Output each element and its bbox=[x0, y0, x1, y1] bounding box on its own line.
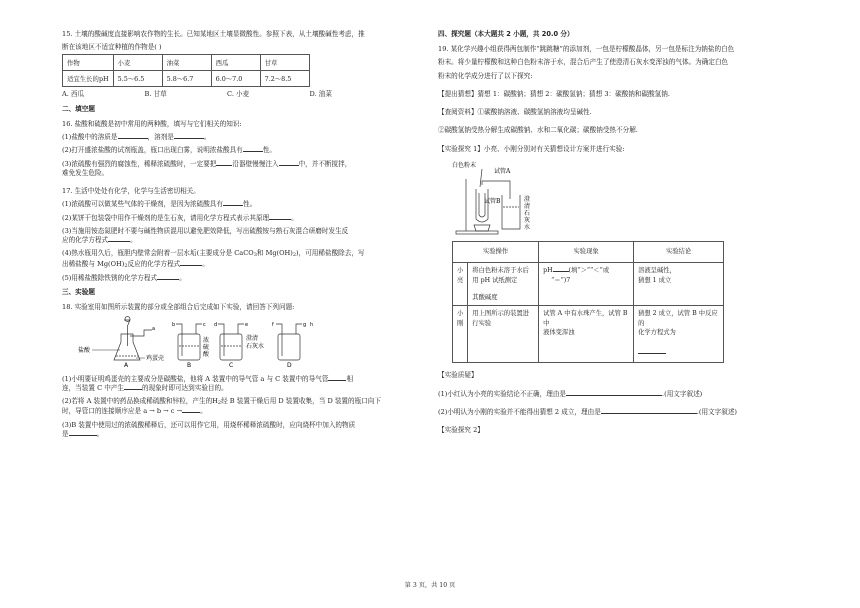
table-cell bbox=[468, 306, 539, 363]
text: ，溶剂是 bbox=[147, 133, 174, 142]
text: (2)某饼干包装袋中用作干燥剂的是生石灰，请用化学方程式表示其原理 bbox=[62, 213, 270, 222]
question-19 bbox=[438, 45, 796, 434]
table-cell bbox=[634, 263, 724, 306]
text: 经 B 装置干燥后用 D 装置收集，当 D 装置的瓶口向下 bbox=[221, 397, 381, 406]
q19-hypothesis: 【提出猜想】猜想 1：碳酸钠；猜想 2：碳酸氢钠；猜想 3：碳酸钠和碳酸氢钠. bbox=[438, 89, 670, 98]
subscript: 2 bbox=[217, 400, 222, 407]
answer-blank bbox=[182, 412, 200, 413]
table-cell bbox=[453, 263, 468, 306]
q17-part1 bbox=[62, 200, 420, 208]
text: 沿器壁慢慢注入 bbox=[232, 159, 279, 168]
q16-part1 bbox=[62, 133, 420, 141]
text: 化学方程式为 bbox=[638, 329, 676, 337]
caption-d: D bbox=[287, 362, 292, 369]
label-g: g bbox=[303, 322, 307, 329]
left-column bbox=[62, 30, 420, 443]
text: 中，并不断搅拌， bbox=[298, 159, 352, 168]
apparatus-c bbox=[218, 324, 244, 360]
text: (3)浓硫酸有强烈的腐蚀性，稀释浓硫酸时，一定要把 bbox=[62, 159, 217, 168]
text: 和 Mg(OH) bbox=[256, 249, 293, 258]
text: 反应的化学方程式 bbox=[127, 259, 181, 268]
text: (2)若将 A 装置中的药品换成稀硫酸和锌粒，产生的H bbox=[62, 397, 218, 406]
text: (1)浓硫酸可以做某些气体的干燥剂，是因为浓硫酸具有 bbox=[62, 200, 223, 209]
label-e: e bbox=[245, 322, 249, 329]
text: 猜想 1 成立 bbox=[638, 276, 672, 284]
section-title-fill: 二、填空题 bbox=[62, 104, 95, 113]
table-header: 实验操作 bbox=[453, 242, 539, 263]
q19-reflection-2 bbox=[438, 408, 796, 416]
text: “＝”)7 bbox=[551, 276, 571, 284]
table-header: 实验现象 bbox=[539, 242, 634, 263]
table-cell: 作物 bbox=[63, 55, 114, 71]
text: 时，导管口的连接顺序应是 a → b → c → bbox=[62, 407, 183, 416]
q18-part1-cont bbox=[62, 384, 420, 392]
answer-blank bbox=[223, 205, 243, 206]
label-clear: 澄清 bbox=[246, 335, 259, 343]
text: 。 bbox=[179, 273, 186, 282]
subscript: 2 bbox=[292, 252, 297, 259]
text: pH bbox=[543, 267, 553, 275]
apparatus-d bbox=[276, 324, 302, 360]
label-tube-a: 试管A bbox=[494, 167, 511, 175]
apparatus-a bbox=[114, 317, 152, 361]
q18-part2 bbox=[62, 397, 420, 406]
q18-part1 bbox=[62, 375, 420, 383]
experiment-table bbox=[452, 241, 724, 363]
crop-ph-table bbox=[62, 54, 310, 87]
text: (5)用稀盐酸除铁锈的化学方程式 bbox=[62, 273, 158, 282]
label-acid: 酸 bbox=[203, 351, 210, 359]
q18-part3: (3)B 装置中使用过的浓硫酸稀释后，还可以用作它用，用烧杯稀释浓硫酸时，应向烧杯中加入的物质 bbox=[62, 420, 356, 429]
q19-info1: 【查阅资料】①碳酸钠溶液、碳酸氢钠溶液均呈碱性. bbox=[438, 108, 592, 117]
text: 液体变浑浊 bbox=[543, 329, 575, 337]
question-18 bbox=[62, 303, 420, 438]
answer-blank bbox=[108, 241, 130, 242]
answer-blank bbox=[243, 151, 263, 152]
text: 刚 bbox=[457, 319, 464, 327]
question-17 bbox=[62, 187, 420, 282]
text: 将白色粉末溶于水后 bbox=[472, 267, 529, 275]
text: 应的化学方程式 bbox=[62, 236, 109, 245]
label-eggshell: 鸡蛋壳 bbox=[146, 355, 165, 363]
table-row bbox=[63, 55, 310, 71]
q17-stem: 17. 生活中处处有化学，化学与生活密切相关。 bbox=[62, 187, 200, 196]
table-cell: 甘草 bbox=[260, 55, 309, 71]
text: 亮 bbox=[457, 276, 464, 284]
answer-blank bbox=[638, 353, 666, 354]
q19-stem1: 19. 某化学兴趣小组获得两包制作“跳跳糖”的添加剂，一包是柠檬酸晶体，另一包是标注为钠盐的白色 bbox=[438, 45, 735, 54]
apparatus-b bbox=[176, 324, 202, 360]
label-b: b bbox=[172, 322, 176, 329]
label-limewater-4: 灰 bbox=[524, 216, 531, 224]
label-limewater-1: 澄 bbox=[524, 195, 531, 203]
q19-stem3: 粉末的化学成分进行了以下探究: bbox=[438, 71, 533, 80]
table-cell: 西瓜 bbox=[211, 55, 260, 71]
text: (2)小明认为小刚的实验并不能得出猜想 2 成立，理由是 bbox=[438, 407, 601, 416]
q19-exp1: 【实验探究 1】小亮、小刚分别对有关猜想设计方案并进行实验: bbox=[438, 144, 625, 153]
table-row bbox=[63, 71, 310, 87]
text: 相 bbox=[346, 374, 354, 383]
page-footer: 第 3 页，共 10 页 bbox=[404, 582, 456, 589]
label-conc: 浓 bbox=[203, 337, 210, 345]
answer-blank bbox=[566, 395, 662, 396]
section-title-experiment: 三、实验题 bbox=[62, 288, 95, 297]
q16-part3-cont: 难免发生危险。 bbox=[62, 168, 109, 177]
label-f: f bbox=[272, 322, 274, 329]
table-header: 实验结论 bbox=[634, 242, 724, 263]
text: 小 bbox=[457, 267, 464, 275]
text: 试管 A 中有水珠产生，试管 B 中 bbox=[543, 310, 628, 327]
text: 。 bbox=[291, 213, 298, 222]
text: (4)热水瓶用久后，瓶胆内壁常会附着一层水垢(主要成分是 CaCO bbox=[62, 249, 254, 258]
answer-blank bbox=[216, 165, 232, 166]
q19-reflection-1 bbox=[438, 390, 796, 398]
heating-apparatus-figure bbox=[452, 159, 796, 239]
answer-blank bbox=[553, 271, 569, 272]
answer-blank bbox=[157, 279, 179, 280]
answer-blank bbox=[269, 219, 291, 220]
caption-a: A bbox=[124, 362, 129, 369]
right-column bbox=[438, 30, 796, 439]
q16-stem: 16. 盐酸和硫酸是初中常用的两种酸，填写与它们相关的知识: bbox=[62, 119, 242, 128]
apparatus-figure bbox=[70, 316, 420, 370]
subscript: 2 bbox=[124, 262, 128, 269]
q18-stem: 18. 实验室用如图所示装置的部分或全部组合后完成如下实验，请回答下列问题: bbox=[62, 303, 295, 312]
table-cell: 油菜 bbox=[162, 55, 211, 71]
q19-stem2: 粉末。将少量柠檬酸和这种白色粉末溶于水，混合后产生了使澄清石灰水变浑浊的气体。为确定白色 bbox=[438, 58, 729, 67]
label-limewater-3: 石 bbox=[524, 209, 531, 217]
text: 。 bbox=[202, 259, 209, 268]
table-cell bbox=[468, 263, 539, 306]
text: 其酸碱度 bbox=[472, 293, 498, 301]
label-sulfuric: 硫 bbox=[203, 344, 210, 352]
text: 猜想 2 成立，试管 B 中反应的 bbox=[638, 310, 718, 327]
text: (1)小明要证明鸡蛋壳的主要成分是碳酸盐，他将 A 装置中的导气管 a 与 C 装置中的导气管 bbox=[62, 374, 329, 383]
text: .(用文字叙述) bbox=[662, 389, 703, 398]
caption-b: B bbox=[187, 362, 192, 369]
q17-part3-cont bbox=[62, 236, 420, 244]
subscript: 3 bbox=[253, 252, 257, 259]
q19-info2: ②碳酸氢钠受热分解生成碳酸钠、水和二氧化碳；碳酸钠受热不分解. bbox=[438, 126, 638, 135]
q16-part2 bbox=[62, 146, 420, 154]
label-c: c bbox=[203, 322, 206, 329]
text: 行实验 bbox=[472, 319, 492, 327]
table-cell: 适宜生长的pH bbox=[63, 71, 114, 87]
answer-blank bbox=[601, 413, 697, 414]
label-hydrochloric-acid: 盐酸 bbox=[78, 347, 91, 355]
text: 。 bbox=[200, 407, 207, 416]
table-row bbox=[453, 242, 724, 263]
q17-part3: (3)当施用铵态氮肥时不要与碱性物质混用以避免肥效降低，写出硫酸铵与熟石灰混合研磨时发生反 bbox=[62, 226, 349, 235]
text: .(用文字叙述) bbox=[696, 407, 738, 416]
text: 连，当装置 C 中产生 bbox=[62, 383, 124, 392]
q17-part4 bbox=[62, 249, 420, 258]
text: 用 pH 试纸测定 bbox=[472, 276, 518, 284]
text: 性。 bbox=[262, 146, 276, 155]
table-cell bbox=[539, 263, 634, 306]
text: 。 bbox=[96, 429, 104, 438]
option-c: C. 小麦 bbox=[227, 90, 250, 99]
text: 是 bbox=[62, 429, 69, 438]
label-limewater-5: 水 bbox=[524, 223, 531, 231]
label-d: d bbox=[214, 322, 218, 329]
q17-part2 bbox=[62, 214, 420, 222]
table-cell: 6.0～7.0 bbox=[211, 71, 260, 87]
label-limewater-2: 清 bbox=[524, 202, 531, 210]
answer-blank bbox=[69, 435, 97, 436]
q18-part2-cont bbox=[62, 407, 420, 415]
label-white-powder: 白色粉末 bbox=[452, 161, 477, 169]
label-limewater: 石灰水 bbox=[246, 343, 265, 351]
section-title-inquiry: 四、探究题（本大题共 2 小题，共 20.0 分） bbox=[438, 30, 574, 38]
table-cell: 5.5～6.5 bbox=[113, 71, 162, 87]
text: 。 bbox=[203, 133, 211, 142]
answer-blank bbox=[180, 265, 202, 266]
question-16 bbox=[62, 120, 420, 177]
caption-c: C bbox=[229, 362, 234, 369]
answer-blank bbox=[279, 165, 299, 166]
table-cell bbox=[453, 306, 468, 363]
q16-part3 bbox=[62, 160, 420, 168]
label-a: a bbox=[152, 326, 156, 333]
label-h: h bbox=[310, 322, 314, 329]
text: 小 bbox=[457, 310, 464, 318]
q19-reflection-title: 【实验质疑】 bbox=[438, 371, 478, 380]
apparatus-diagram bbox=[70, 316, 320, 368]
label-tube-b: 试管B bbox=[484, 197, 501, 205]
text: (1)小红认为小亮的实验结论不正确，理由是 bbox=[438, 389, 567, 398]
answer-blank bbox=[328, 380, 346, 381]
table-cell bbox=[539, 306, 634, 363]
text: 。 bbox=[130, 236, 137, 245]
q17-part4-cont bbox=[62, 260, 420, 269]
question-15 bbox=[62, 30, 420, 99]
text: 性。 bbox=[243, 200, 257, 209]
text: 溶液呈碱性， bbox=[638, 267, 676, 275]
table-cell: 小麦 bbox=[113, 55, 162, 71]
option-a: A. 西瓜 bbox=[62, 90, 85, 99]
q15-line1: 15. 土壤的酸碱度直接影响农作物的生长。已知某地区土壤显微酸性。参照下表，从土壤酸碱性考虑，推 bbox=[62, 30, 365, 38]
table-row bbox=[453, 306, 724, 363]
table-cell: 5.8～6.7 bbox=[162, 71, 211, 87]
answer-blank bbox=[118, 138, 148, 139]
q15-options bbox=[62, 90, 332, 98]
table-cell bbox=[634, 306, 724, 363]
table-cell: 7.2～8.5 bbox=[260, 71, 309, 87]
q15-line2: 断在该地区不适宜种植的作物是( ) bbox=[62, 43, 162, 52]
text: 出稀盐酸与 Mg(OH) bbox=[62, 259, 125, 268]
answer-blank bbox=[124, 389, 142, 390]
table-row bbox=[453, 263, 724, 306]
text: (1)盐酸中的溶质是 bbox=[62, 133, 118, 142]
q17-part5 bbox=[62, 274, 420, 282]
q19-exp2-title: 【实验探究 2】 bbox=[438, 426, 484, 435]
text: 的现象时即可达到实验目的。 bbox=[142, 383, 228, 392]
heating-apparatus-diagram bbox=[452, 159, 552, 237]
text: (2)打开盛浓盐酸的试剂瓶盖，瓶口出现白雾，说明浓盐酸具有 bbox=[62, 146, 243, 155]
answer-blank bbox=[174, 138, 204, 139]
q18-part3-cont bbox=[62, 430, 420, 438]
option-b: B. 甘草 bbox=[144, 90, 167, 99]
option-d: D. 油菜 bbox=[309, 90, 332, 99]
text: )，可用稀盐酸除去，写 bbox=[296, 249, 365, 258]
text: (填“＞”“＜”或 bbox=[568, 267, 610, 275]
text: 用上图所示的装置进 bbox=[472, 310, 529, 318]
